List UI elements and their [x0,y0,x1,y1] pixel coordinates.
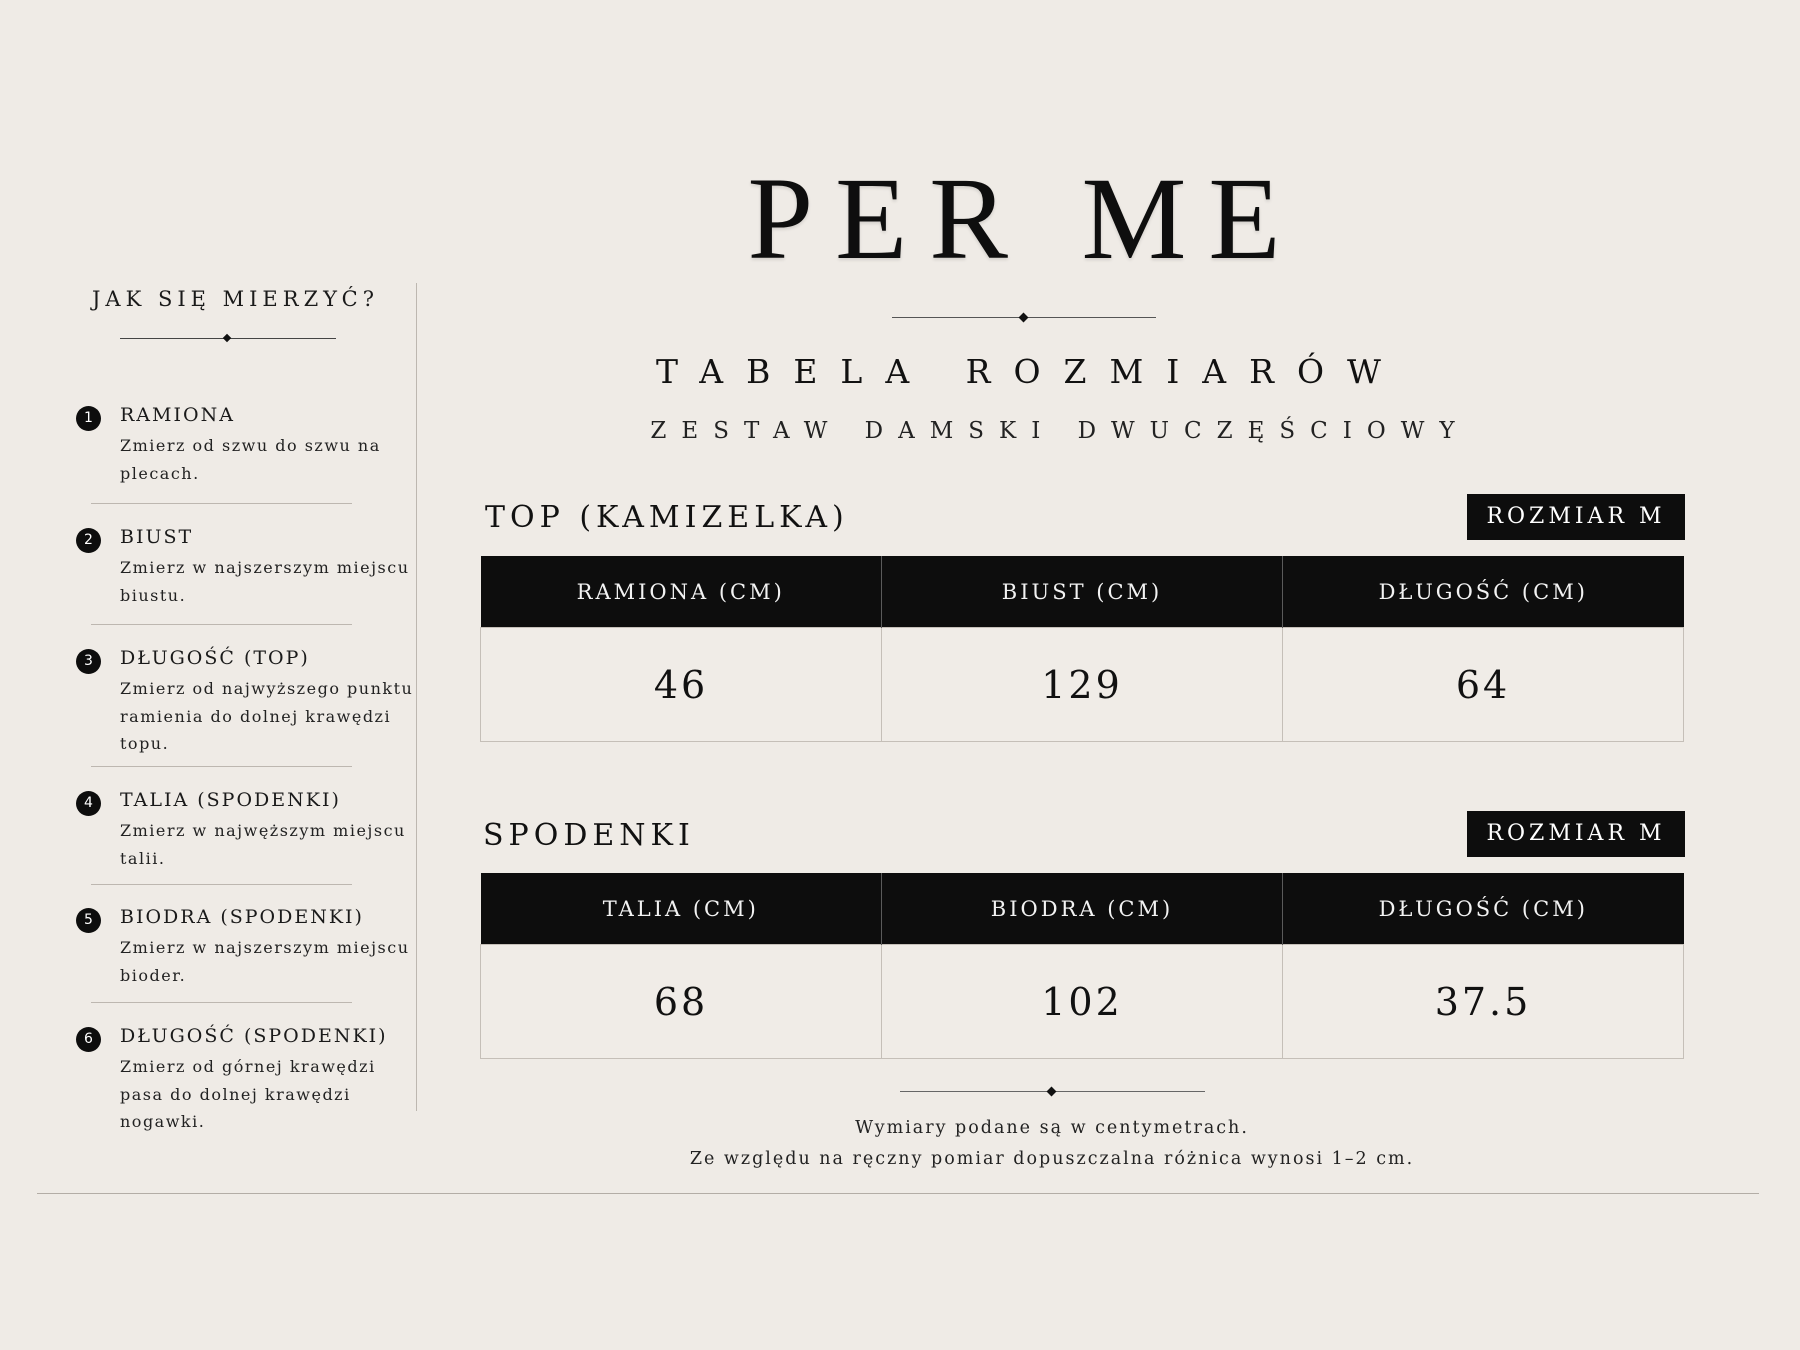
size-table-shorts [480,873,1684,1059]
step-number-badge: 4 [76,791,101,816]
footer-note-units: Wymiary podane są w centymetrach. [855,1118,1249,1138]
guide-separator [91,1002,352,1003]
guide-item-description: Zmierz od górnej krawędzi pasa do dolnej krawędzi nogawki. [120,1057,376,1131]
bottom-divider [37,1193,1759,1194]
column-header: BIODRA (CM) [882,873,1283,945]
step-number-badge: 2 [76,528,101,553]
guide-item-label: DŁUGOŚĆ (SPODENKI) [120,1025,388,1047]
step-number-badge: 6 [76,1027,101,1052]
guide-item-description: Zmierz w najszerszym miejscu biustu. [120,558,410,605]
size-table-top [480,556,1684,742]
guide-item-description: Zmierz od najwyższego punktu ramienia do dolnej krawędzi topu. [120,679,414,753]
table-cell-value: 46 [481,628,882,742]
guide-item-description: Zmierz w najszerszym miejscu bioder. [120,938,410,985]
step-number-badge: 5 [76,908,101,933]
guide-title: JAK SIĘ MIERZYĆ? [92,287,379,311]
guide-item-label: BIUST [120,526,194,548]
table-cell-value: 129 [882,628,1283,742]
page-subtitle: ZESTAW DAMSKI DWUCZĘŚCIOWY [650,418,1470,444]
guide-item-description: Zmierz w najwęższym miejscu talii. [120,821,406,868]
page-title: TABELA ROZMIARÓW [656,352,1404,391]
table-header-row [481,873,1684,945]
guide-ornament-divider [120,333,336,345]
table-cell-value: 37.5 [1283,945,1684,1059]
footer-note-tolerance: Ze względu na ręczny pomiar dopuszczalna różnica wynosi 1–2 cm. [689,1149,1415,1169]
table-header-row [481,556,1684,628]
column-header: DŁUGOŚĆ (CM) [1283,556,1684,628]
brand-logo-text: PER ME [747,153,1303,284]
column-header: BIUST (CM) [882,556,1283,628]
guide-separator [91,503,352,504]
table-row [481,628,1684,742]
diamond-icon [1047,1087,1057,1097]
step-number-badge: 1 [76,406,101,431]
section-title-shorts: SPODENKI [483,818,695,853]
step-number-badge: 3 [76,649,101,674]
table-row [481,945,1684,1059]
guide-separator [91,884,352,885]
column-header: RAMIONA (CM) [481,556,882,628]
guide-item-label: BIODRA (SPODENKI) [120,906,364,928]
guide-item-label: TALIA (SPODENKI) [120,789,341,811]
guide-item-label: DŁUGOŚĆ (TOP) [120,647,310,669]
table-cell-value: 64 [1283,628,1684,742]
guide-item-description: Zmierz od szwu do szwu na plecach. [120,436,381,483]
measurement-guide [0,0,420,1131]
sidebar-divider [416,283,417,1111]
footer-ornament-divider [900,1086,1205,1098]
section-title-top: TOP (KAMIZELKA) [485,500,849,535]
column-header: DŁUGOŚĆ (CM) [1283,873,1684,945]
table-cell-value: 102 [882,945,1283,1059]
guide-item-label: RAMIONA [120,404,235,426]
table-cell-value: 68 [481,945,882,1059]
guide-separator [91,624,352,625]
size-badge-top: ROZMIAR M [1467,494,1685,540]
guide-separator [91,766,352,767]
size-badge-shorts: ROZMIAR M [1467,811,1685,857]
diamond-icon [1019,313,1029,323]
diamond-icon [223,334,231,342]
column-header: TALIA (CM) [481,873,882,945]
header-ornament-divider [892,312,1156,324]
